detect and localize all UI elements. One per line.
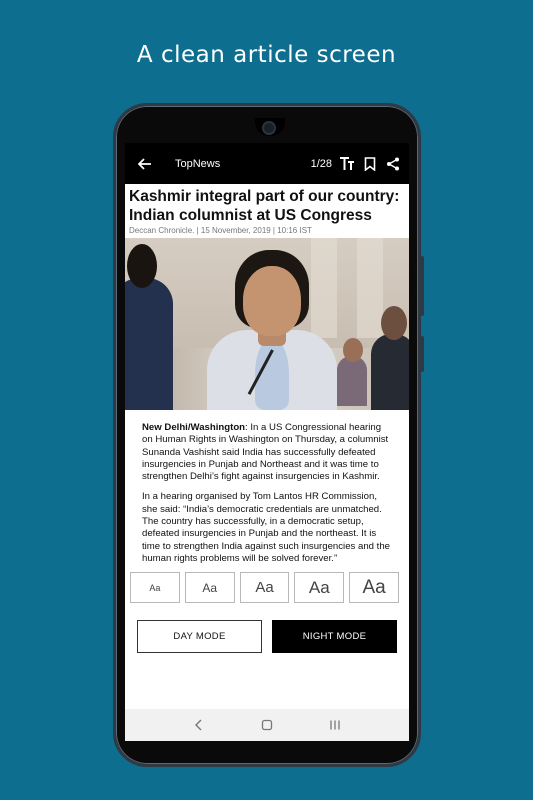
day-mode-button[interactable]: DAY MODE xyxy=(137,620,262,653)
app-title: TopNews xyxy=(175,157,221,170)
night-mode-button[interactable]: NIGHT MODE xyxy=(272,620,397,653)
text-size-icon[interactable] xyxy=(339,156,355,172)
home-square-icon[interactable] xyxy=(257,715,277,735)
back-chevron-icon[interactable] xyxy=(189,715,209,735)
phone-frame xyxy=(113,103,421,767)
font-size-s-button[interactable]: Aa xyxy=(185,572,235,603)
article-byline: Deccan Chronicle. | 15 November, 2019 | 10:16 IST xyxy=(129,226,312,235)
promo-headline: A clean article screen xyxy=(136,42,397,68)
system-nav-bar xyxy=(125,709,409,741)
font-size-xs-button[interactable]: Aa xyxy=(130,572,180,603)
power-button xyxy=(420,336,424,372)
volume-button xyxy=(420,256,424,316)
share-icon[interactable] xyxy=(385,156,401,172)
app-bar xyxy=(125,143,409,184)
article-counter: 1/28 xyxy=(310,157,332,170)
front-camera-icon xyxy=(262,121,276,135)
article-body xyxy=(125,410,409,565)
article-photo xyxy=(125,238,409,410)
phone-screen xyxy=(125,143,409,741)
bookmark-icon[interactable] xyxy=(362,156,378,172)
font-size-l-button[interactable]: Aa xyxy=(294,572,344,603)
camera-notch xyxy=(255,118,285,136)
back-arrow-icon[interactable] xyxy=(133,152,157,176)
font-size-selector xyxy=(125,572,409,603)
dateline: New Delhi/Washington xyxy=(142,422,246,433)
paragraph-1-text: : In a US Congressional hearing on Human Rights in Washington on Thursday, a columnist Sunanda Vashisht said India has successfully defeated insurgencies in Punjab and Northeast and it was time to strengthen Delhi’s fight against insurgencies in Kashmir. xyxy=(142,422,389,483)
paragraph-2: In a hearing organised by Tom Lantos HR Commission, she said: “India’s democratic credentials are unmatched. The country has successfully, in a democratic setup, defeated insurgencies in Punjab and the northeast. It is time to strengthen India against such insurgencies and the human rights problems will be solved forever.” xyxy=(142,491,390,564)
display-mode-selector xyxy=(125,603,409,653)
font-size-xl-button[interactable]: Aa xyxy=(349,572,399,603)
article-title: Kashmir integral part of our country: Indian columnist at US Congress xyxy=(129,188,400,224)
font-size-m-button[interactable]: Aa xyxy=(240,572,290,603)
recents-icon[interactable] xyxy=(325,715,345,735)
paragraph-1 xyxy=(142,422,392,483)
